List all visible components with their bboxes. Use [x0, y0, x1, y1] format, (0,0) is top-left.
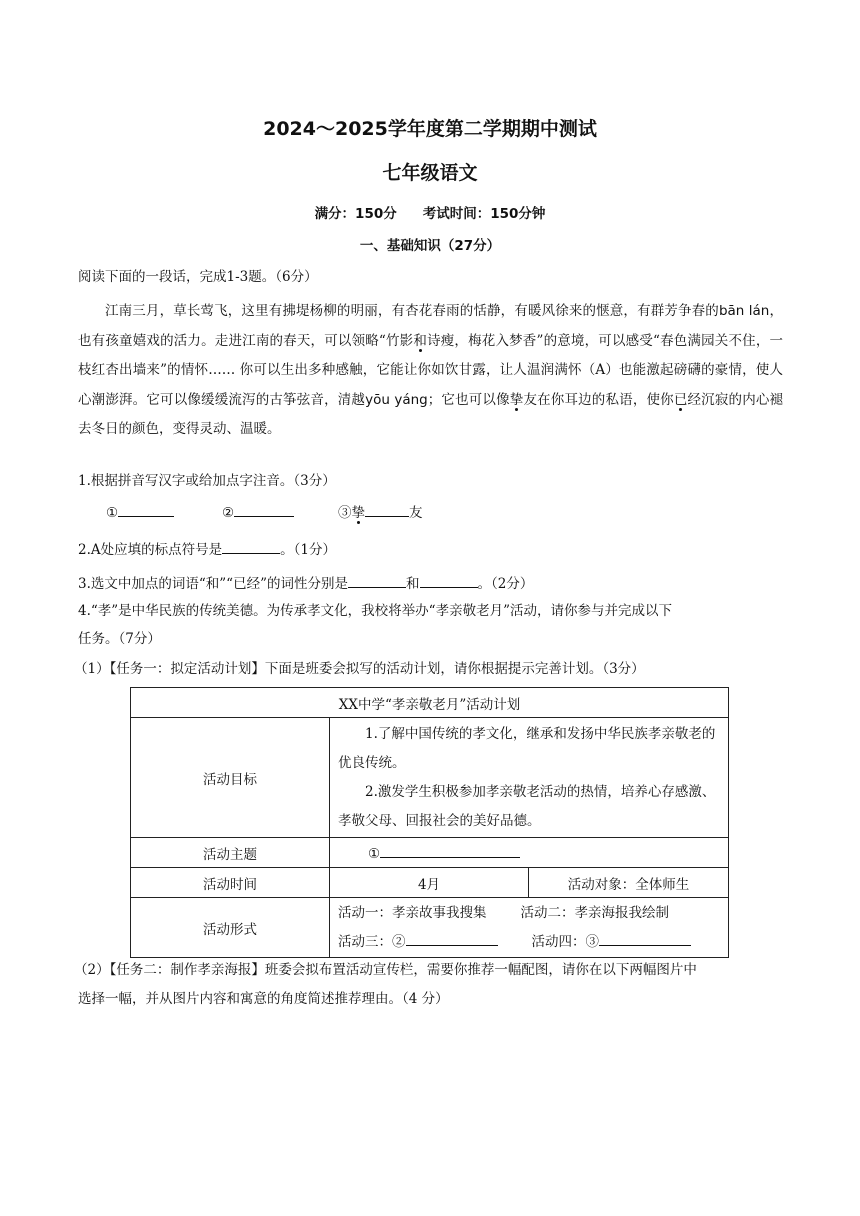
passage-text: 诗瘦，梅花入梦香”的意境，可以感受“春色满园关不住，一枝红杏出墙来”的情怀…… 你可以生出多种感触，它能让你如饮甘露，让人温润满怀（A）也能激起磅礴的豪情，使人心潮澎湃。它可以像缓缓流泻的古筝弦音，清越	[78, 332, 784, 408]
goal-1: 1.了解中国传统的孝文化，继承和发扬中华民族孝亲敬老的优良传统。	[338, 725, 716, 771]
form-label: 活动形式	[131, 898, 330, 958]
task-2-line-1: （2）【任务二：制作孝亲海报】班委会拟布置活动宣传栏，需要你推荐一幅配图，请你在以下两幅图片中	[74, 962, 697, 978]
full-score: 满分：150分	[314, 206, 397, 222]
answer-suffix-3: 友	[409, 505, 423, 521]
question-3-blank-2[interactable]	[420, 573, 478, 588]
answer-label-3: ③	[338, 505, 352, 521]
section-heading: 一、基础知识（27分）	[359, 238, 501, 254]
exam-meta	[0, 202, 860, 222]
target-cell: 活动对象：全体师生	[529, 868, 729, 898]
question-2-blank[interactable]	[222, 539, 280, 554]
passage-text: 江南三月，草长莺飞，这里有拂堤杨柳的明丽，有杏花春雨的恬静，有暖风徐来的惬意，有群芳争春的	[105, 303, 719, 319]
exam-title: 2024～2025学年度第二学期期中测试	[263, 118, 597, 140]
pinyin-1: bān lán	[718, 303, 770, 319]
activity-4-blank[interactable]	[599, 931, 691, 946]
passage-text: ；它也可以像	[427, 391, 510, 408]
exam-time: 考试时间：150分钟	[422, 206, 546, 222]
question-1-answers	[106, 502, 423, 523]
pinyin-2: yōu yáng	[365, 391, 428, 408]
goal-2: 2.激发学生积极参加孝亲敬老活动的热情，培养心存感激、孝敬父母、回报社会的美好品德。	[338, 783, 716, 829]
time-value: 4月	[330, 868, 529, 898]
dotted-char-he: 和	[413, 332, 428, 349]
exam-subtitle: 七年级语文	[382, 162, 478, 184]
answer-blank-2[interactable]	[234, 502, 294, 517]
passage-text: ，也有孩童嬉戏的活力。走进江南的春天，可以领略“竹影	[78, 303, 784, 349]
answer-label-1: ①	[106, 505, 119, 521]
form-content	[330, 898, 729, 958]
theme-label: 活动主题	[131, 838, 330, 868]
form-row-1	[330, 899, 728, 928]
answer-blank-1[interactable]	[118, 502, 174, 517]
activity-3: 活动三：②	[338, 933, 406, 950]
activity-plan-table	[130, 687, 729, 958]
question-2-score: 。（1分）	[280, 542, 336, 558]
question-3	[78, 573, 783, 594]
question-3-connector: 和	[406, 576, 420, 592]
form-row-2	[330, 928, 728, 957]
activity-4: 活动四：③	[531, 933, 599, 950]
question-3-text: 3.选文中加点的词语“和”“已经”的词性分别是	[78, 576, 348, 592]
question-4-line-1: 4.“孝”是中华民族的传统美德。为传承孝文化，我校将举办“孝亲敬老月”活动，请你参与并完成以下	[78, 603, 672, 619]
dotted-char-zhi-answer: 挚	[351, 505, 365, 521]
theme-cell	[330, 838, 729, 868]
theme-blank[interactable]	[380, 843, 520, 858]
answer-blank-3[interactable]	[365, 502, 409, 517]
task-1-instruction: （1）【任务一：拟定活动计划】下面是班委会拟写的活动计划，请你根据提示完善计划。（3分）	[74, 661, 645, 677]
passage-text: 经沉寂的内心褪去冬日的颜色，变得灵动、温暖。	[78, 391, 784, 437]
goal-content	[330, 718, 729, 838]
reading-instruction: 阅读下面的一段话，完成1-3题。（6分）	[78, 269, 318, 285]
question-1: 1.根据拼音写汉字或给加点字注音。（3分）	[78, 473, 336, 489]
question-3-score: 。（2分）	[477, 576, 534, 592]
question-2-text: 2.A处应填的标点符号是	[78, 542, 223, 558]
plan-title: XX中学“孝亲敬老月”活动计划	[131, 688, 729, 718]
goal-label: 活动目标	[131, 718, 330, 838]
dotted-char-yi: 已	[673, 391, 688, 408]
passage-text: 友在你耳边的私语，使你	[523, 391, 674, 408]
activity-1: 活动一：孝亲故事我搜集	[338, 904, 487, 921]
question-2	[78, 539, 783, 560]
activity-2: 活动二：孝亲海报我绘制	[520, 904, 669, 921]
task-2-line-2: 选择一幅，并从图片内容和寓意的角度简述推荐理由。（4 分）	[78, 991, 449, 1007]
question-3-blank-1[interactable]	[348, 573, 406, 588]
answer-label-2: ②	[222, 505, 235, 521]
activity-3-blank[interactable]	[406, 931, 498, 946]
theme-marker: ①	[368, 846, 381, 862]
reading-passage	[78, 297, 783, 445]
dotted-char-zhi: 挚	[509, 391, 524, 408]
question-4-line-2: 任务。（7分）	[78, 631, 161, 647]
time-label: 活动时间	[131, 868, 330, 898]
